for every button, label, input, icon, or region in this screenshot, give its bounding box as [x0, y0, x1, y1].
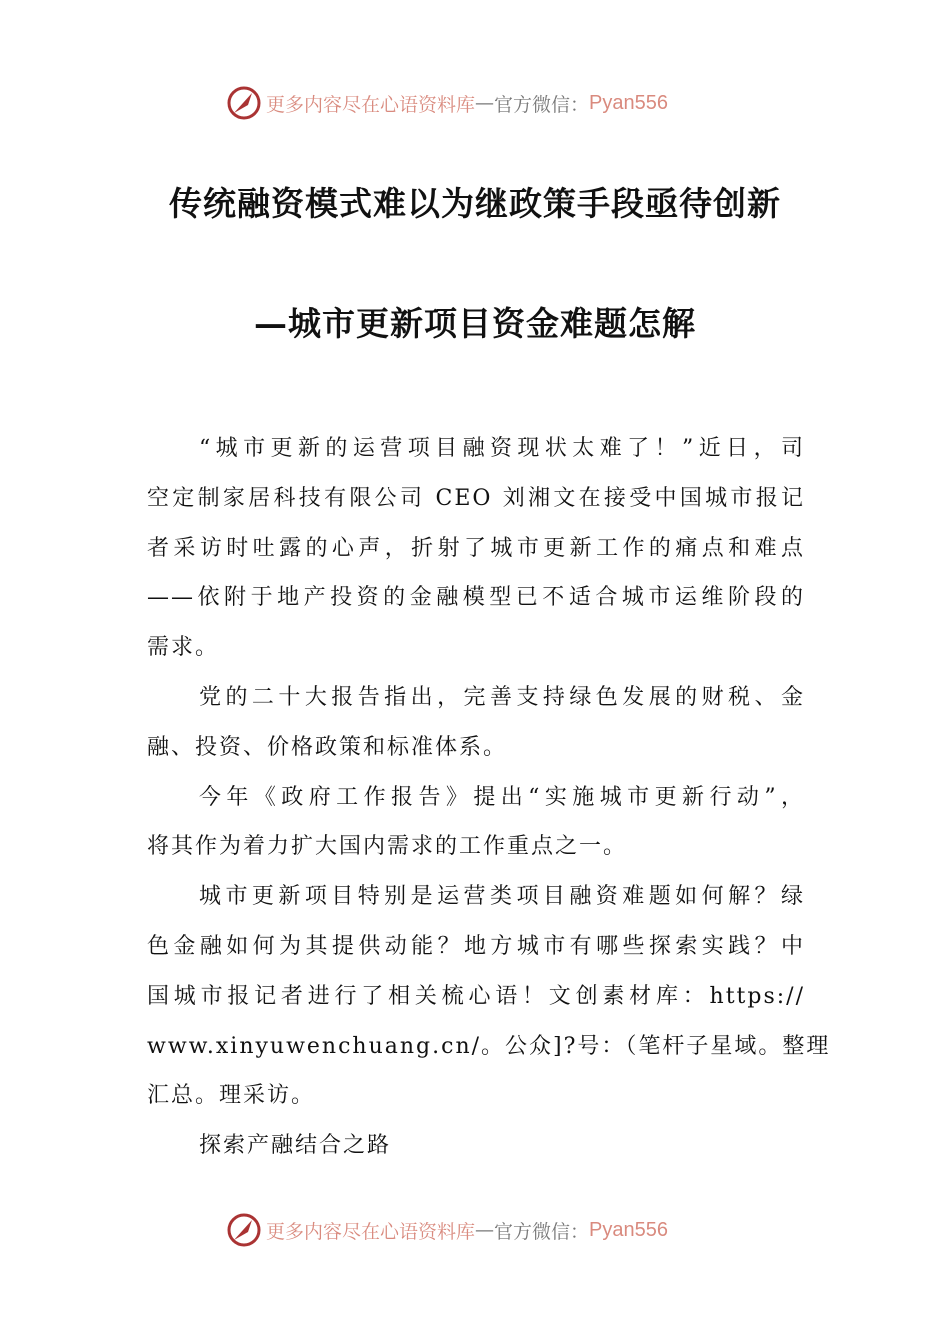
text-line: 今年《政府工作报告》提出“实施城市更新行动”， [199, 784, 805, 810]
title-line-2: —城市更新项目资金难题怎解 [254, 304, 696, 343]
watermark-site: 更多内容尽在心语资料库 [266, 1220, 476, 1243]
watermark-header [226, 83, 668, 123]
watermark-separator: — [475, 1219, 495, 1241]
quill-logo-icon [226, 1212, 262, 1248]
watermark-label: 官方微信： [494, 93, 590, 116]
watermark-id: Pyan556 [589, 91, 668, 114]
quill-logo-icon [226, 85, 262, 121]
text-line: ——依附于地产投资的金融模型已不适合城市运维阶段的 [147, 585, 805, 611]
text-line: 空定制家居科技有限公司 CEO 刘湘文在接受中国城市报记 [147, 485, 805, 511]
text-line: 将其作为着力扩大国内需求的工作重点之一。 [147, 834, 628, 860]
watermark-separator: — [475, 92, 495, 114]
text-line: 融、投资、价格政策和标准体系。 [147, 734, 508, 760]
text-line: 者采访时吐露的心声，折射了城市更新工作的痛点和难点 [147, 535, 805, 561]
watermark-label: 官方微信： [494, 1220, 590, 1243]
watermark-footer [226, 1210, 668, 1250]
text-line: “城市更新的运营项目融资现状太难了！”近日，司 [199, 436, 805, 461]
text-line: 需求。 [147, 635, 220, 661]
watermark-site: 更多内容尽在心语资料库 [266, 93, 476, 116]
text-line: 城市更新项目特别是运营类项目融资难题如何解？绿 [199, 884, 805, 910]
text-line: 党的二十大报告指出，完善支持绿色发展的财税、金 [199, 685, 805, 710]
watermark-id: Pyan556 [589, 1218, 668, 1241]
text-line: 色金融如何为其提供动能？地方城市有哪些探索实践？中 [147, 934, 805, 959]
title-line-1: 传统融资模式难以为继政策手段亟待创新 [169, 184, 781, 223]
text-line: 汇总。理采访。 [147, 1083, 316, 1109]
text-line: 国城市报记者进行了相关梳心语！文创素材库：https:// [147, 983, 805, 1009]
text-line: www.xinyuwenchuang.cn/。公众]?号：（笔杆子星域。整理 [147, 1033, 831, 1059]
text-line: 探索产融结合之路 [199, 1133, 392, 1159]
